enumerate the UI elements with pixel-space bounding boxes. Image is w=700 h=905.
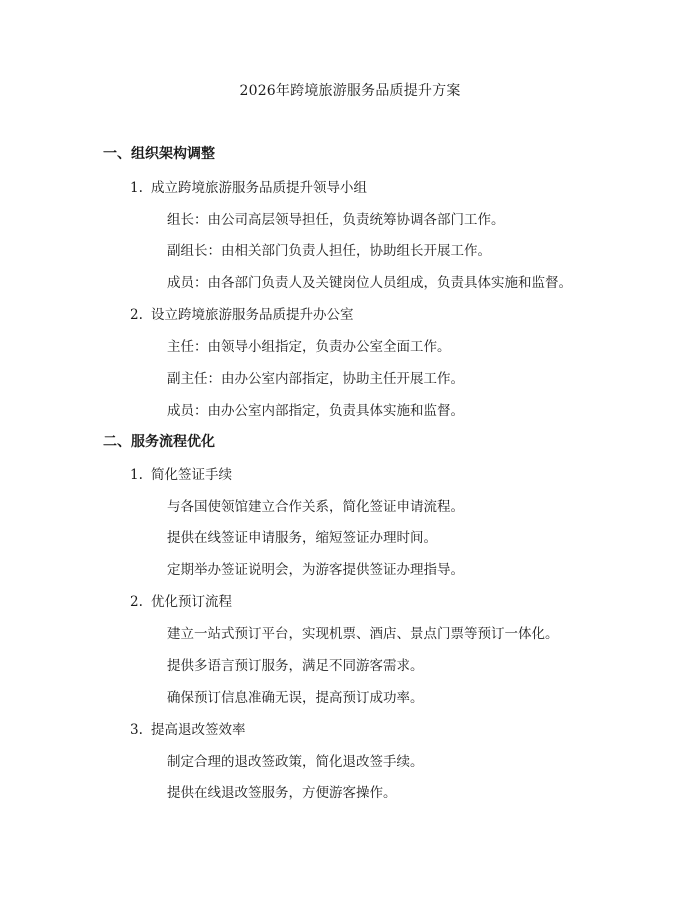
bullet-text: 副主任：由办公室内部指定，协助主任开展工作。 xyxy=(167,371,464,387)
item-text: 优化预订流程 xyxy=(151,594,232,610)
bullet-text: 提供多语言预订服务，满足不同游客需求。 xyxy=(167,658,424,674)
bullet-text: 主任：由领导小组指定，负责办公室全面工作。 xyxy=(167,339,451,355)
item-text: 设立跨境旅游服务品质提升办公室 xyxy=(151,307,354,323)
bullet-item xyxy=(150,686,424,706)
bullet-item xyxy=(150,622,559,642)
bullet-item xyxy=(150,526,437,546)
item-text: 提高退改签效率 xyxy=(151,722,246,738)
bullet-item xyxy=(150,781,397,801)
bullet-text: 提供在线退改签服务，方便游客操作。 xyxy=(167,785,397,801)
bullet-item xyxy=(150,654,424,674)
bullet-text: 提供在线签证申请服务，缩短签证办理时间。 xyxy=(167,530,437,546)
list-item xyxy=(130,718,246,738)
bullet-item xyxy=(150,335,451,355)
list-item xyxy=(130,590,232,610)
document-title: 2026年跨境旅游服务品质提升方案 xyxy=(239,83,461,99)
bullet-item xyxy=(150,208,505,228)
bullet-text: 成员：由各部门负责人及关键岗位人员组成，负责具体实施和监督。 xyxy=(167,275,572,291)
item-number: 1. xyxy=(130,467,143,483)
bullet-text: 建立一站式预订平台，实现机票、酒店、景点门票等预订一体化。 xyxy=(167,626,559,642)
bullet-item xyxy=(150,239,491,259)
bullet-item xyxy=(150,367,464,387)
bullet-item xyxy=(150,399,464,419)
item-number: 3. xyxy=(130,722,143,738)
bullet-text: 副组长：由相关部门负责人担任，协助组长开展工作。 xyxy=(167,243,491,259)
item-text: 成立跨境旅游服务品质提升领导小组 xyxy=(151,180,367,196)
bullet-text: 确保预订信息准确无误，提高预订成功率。 xyxy=(167,690,424,706)
list-item xyxy=(130,463,232,483)
item-number: 2. xyxy=(130,307,143,323)
bullet-text: 与各国使领馆建立合作关系，简化签证申请流程。 xyxy=(167,499,464,515)
section-heading-process: 二、服务流程优化 xyxy=(103,434,215,450)
bullet-item xyxy=(150,495,464,515)
bullet-text: 定期举办签证说明会，为游客提供签证办理指导。 xyxy=(167,562,464,578)
item-text: 简化签证手续 xyxy=(151,467,232,483)
bullet-item xyxy=(150,750,424,770)
bullet-item xyxy=(150,271,572,291)
bullet-text: 成员：由办公室内部指定，负责具体实施和监督。 xyxy=(167,403,464,419)
bullet-text: 制定合理的退改签政策，简化退改签手续。 xyxy=(167,754,424,770)
section-heading-org: 一、组织架构调整 xyxy=(103,146,215,162)
bullet-item xyxy=(150,558,464,578)
item-number: 2. xyxy=(130,594,143,610)
list-item xyxy=(130,303,354,323)
bullet-text: 组长：由公司高层领导担任，负责统筹协调各部门工作。 xyxy=(167,212,505,228)
item-number: 1. xyxy=(130,180,143,196)
list-item xyxy=(130,176,367,196)
